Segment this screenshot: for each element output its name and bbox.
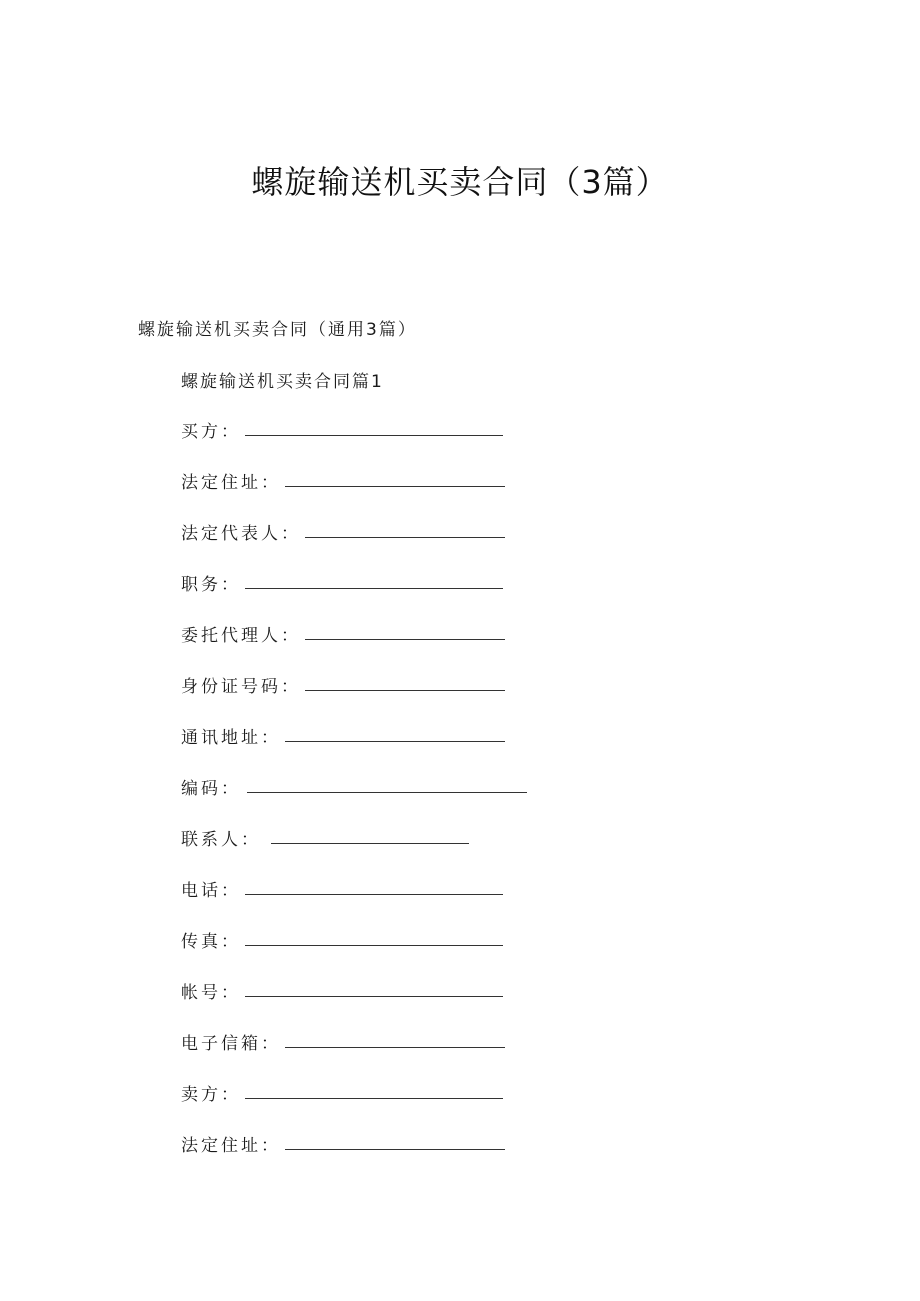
- field-legal-representative: [181, 518, 505, 544]
- field-position: [181, 569, 503, 595]
- field-legal-address: [181, 467, 505, 493]
- field-label: 通讯地址：: [181, 728, 281, 748]
- field-label: 帐号：: [181, 983, 241, 1003]
- blank-line[interactable]: [245, 1098, 503, 1099]
- field-agent: [181, 620, 505, 646]
- field-label: 编码：: [181, 779, 241, 799]
- document-title: 螺旋输送机买卖合同（3篇）: [251, 163, 669, 201]
- field-label: 委托代理人：: [181, 626, 301, 646]
- blank-line[interactable]: [285, 486, 505, 487]
- field-label: 职务：: [181, 575, 241, 595]
- field-label: 买方：: [181, 422, 241, 442]
- field-fax: [181, 926, 503, 952]
- field-mailing-address: [181, 722, 505, 748]
- blank-line[interactable]: [285, 1149, 505, 1150]
- field-buyer: [181, 416, 503, 442]
- blank-line[interactable]: [245, 435, 503, 436]
- blank-line[interactable]: [285, 741, 505, 742]
- blank-line[interactable]: [245, 588, 503, 589]
- blank-line[interactable]: [245, 894, 503, 895]
- field-phone: [181, 875, 503, 901]
- blank-line[interactable]: [245, 945, 503, 946]
- field-label: 卖方：: [181, 1085, 241, 1105]
- field-label: 电话：: [181, 881, 241, 901]
- field-account-number: [181, 977, 503, 1003]
- field-label: 联系人：: [181, 830, 261, 850]
- document-subtitle: 螺旋输送机买卖合同（通用3篇）: [138, 320, 417, 340]
- blank-line[interactable]: [305, 537, 505, 538]
- field-label: 法定代表人：: [181, 524, 301, 544]
- blank-line[interactable]: [285, 1047, 505, 1048]
- blank-line[interactable]: [245, 996, 503, 997]
- field-label: 传真：: [181, 932, 241, 952]
- blank-line[interactable]: [271, 843, 469, 844]
- field-label: 身份证号码：: [181, 677, 301, 697]
- field-label: 法定住址：: [181, 473, 281, 493]
- field-contact-person: [181, 824, 469, 850]
- blank-line[interactable]: [305, 690, 505, 691]
- field-id-number: [181, 671, 505, 697]
- field-label: 法定住址：: [181, 1136, 281, 1156]
- field-seller: [181, 1079, 503, 1105]
- blank-line[interactable]: [247, 792, 527, 793]
- field-seller-legal-address: [181, 1130, 505, 1156]
- blank-line[interactable]: [305, 639, 505, 640]
- field-postcode: [181, 773, 527, 799]
- section-heading: 螺旋输送机买卖合同篇1: [181, 372, 384, 392]
- field-email: [181, 1028, 505, 1054]
- field-label: 电子信箱：: [181, 1034, 281, 1054]
